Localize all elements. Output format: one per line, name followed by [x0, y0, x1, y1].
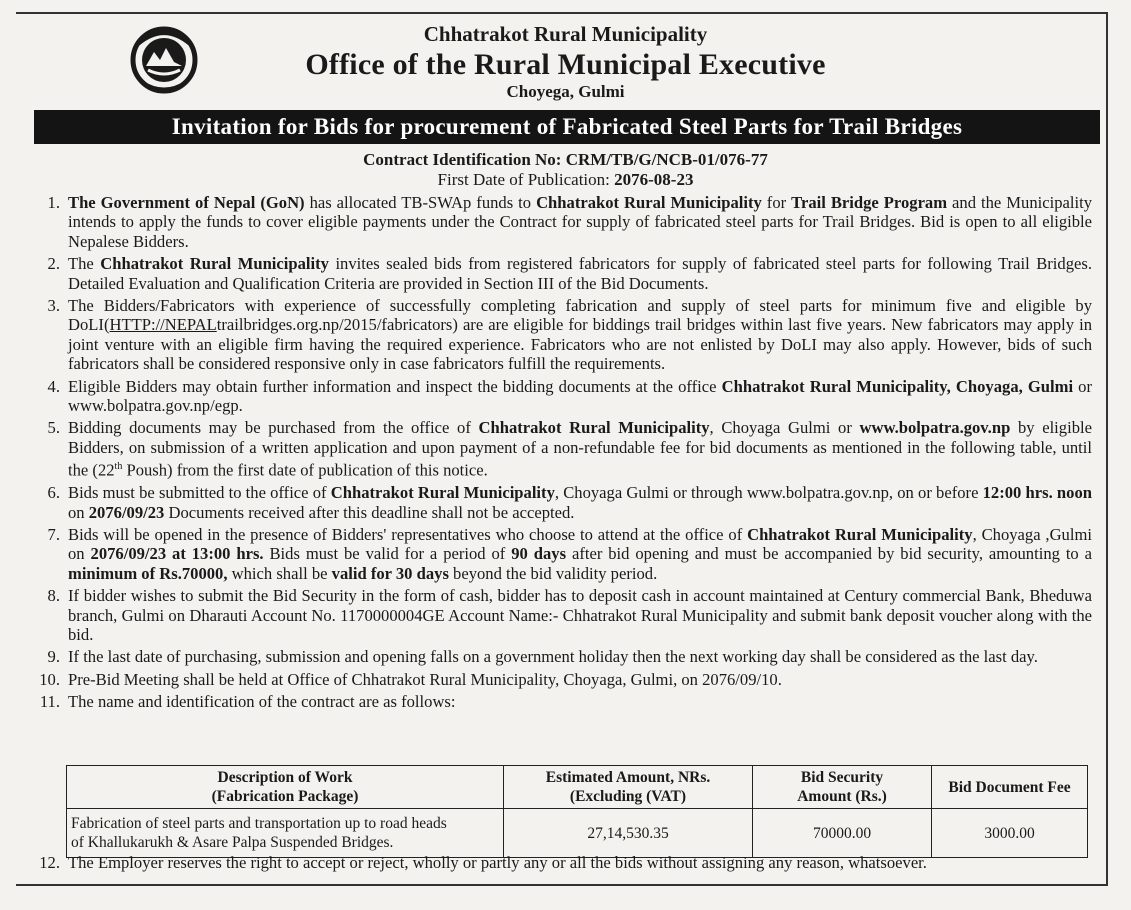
item-text-bold: Trail Bridge Program: [791, 193, 948, 212]
item-text-bold: 2076/09/23 at 13:00 hrs.: [90, 544, 264, 564]
item-text: beyond the bid validity period.: [448, 563, 658, 583]
item-text-bold: 2076/09/23: [88, 502, 165, 522]
item-number: 2.: [47, 254, 60, 274]
item-text: The: [68, 254, 101, 274]
contract-table: [66, 765, 1088, 858]
item-text-superscript: th: [114, 461, 123, 473]
item-text: Bids must be submitted to the office of: [68, 483, 331, 503]
item-text: and the Municipality intends to apply the funds to cover eligible payments under the Contract for supply of fabricated steel parts for Trail Bridges. Bid is open to all eligible Nepalese Bidders.: [68, 193, 1092, 251]
notice-item-5: [30, 418, 1092, 480]
item-text-bold: Chhatrakot Rural Municipality: [747, 525, 973, 545]
notice-item-6: [30, 483, 1092, 522]
table-header-row: [67, 766, 1088, 809]
item-text: on: [68, 502, 89, 522]
notice-item-10: [30, 670, 1092, 689]
item-number: 1.: [47, 193, 60, 212]
item-text: Bids must be valid for a period of: [263, 544, 512, 564]
item-text: which shall be: [227, 563, 332, 583]
item-text-bold: Chhatrakot Rural Municipality: [478, 418, 710, 438]
item-text: , Choyaga ,Gulmi on: [68, 525, 1092, 564]
notice-item-1: [30, 193, 1092, 251]
item-number: 10.: [39, 669, 60, 689]
item-text: Bidding documents may be purchased from the office of: [68, 418, 479, 438]
item-number: 7.: [47, 525, 60, 545]
contract-identification: Contract Identification No: CRM/TB/G/NCB-01/076-77: [363, 150, 768, 169]
table-header-bid-security: Bid Security Amount (Rs.): [753, 766, 932, 809]
item-text-bold: Chhatrakot Rural Municipality: [536, 193, 762, 212]
item-number: 8.: [47, 586, 60, 606]
item-text: Documents received after this deadline shall not be accepted.: [164, 502, 575, 522]
item-number: 6.: [47, 483, 60, 503]
item-number: 3.: [47, 296, 60, 316]
publication-label: First Date of Publication:: [437, 170, 615, 189]
notice-item-2: [30, 254, 1092, 293]
table-row: [67, 809, 1088, 858]
item-text-bold: 90 days: [511, 544, 567, 564]
notice-banner: Invitation for Bids for procurement of Fabricated Steel Parts for Trail Bridges: [34, 110, 1100, 144]
table-header-bid-document-fee: Bid Document Fee: [932, 766, 1088, 809]
item-url: HTTP://NEPAL: [109, 315, 217, 335]
publication-date-line: [0, 170, 1131, 190]
item-text-bold: Chhatrakot Rural Municipality: [100, 254, 329, 274]
item-text: has allocated TB-SWAp funds to: [304, 193, 537, 212]
notice-item-12: [30, 853, 1092, 872]
table-cell-bid-security: 70000.00: [753, 809, 932, 858]
table-header-estimated-amount: Estimated Amount, NRs. (Excluding (VAT): [504, 766, 753, 809]
item-text: Bids will be opened in the presence of Bidders' representatives who choose to attend at the office of: [68, 525, 748, 545]
item-text: invites sealed bids from registered fabricators for supply of fabricated steel parts for following Trail Bridges. Detailed Evaluation and Qualification Criteria are provided in Section III of the Bid Documents.: [68, 254, 1092, 293]
item-text: , Choyaga Gulmi or: [709, 418, 860, 438]
notice-item-7: [30, 525, 1092, 583]
item-text: The Bidders/Fabricators with experience of successfully completing fabrication and supply of steel parts for minimum five and eligible by DoLI(: [68, 296, 1092, 335]
item-text: Pre-Bid Meeting shall be held at Office of Chhatrakot Rural Municipality, Choyaga, Gulmi, on 2076/09/10.: [68, 669, 782, 689]
notice-item-3: [30, 296, 1092, 374]
item-text-bold: Chhatrakot Rural Municipality: [330, 483, 555, 503]
item-text: after bid opening and must be accompanied by bid security, amounting to a: [566, 544, 1093, 564]
item-text: If the last date of purchasing, submission and opening falls on a government holiday then the next working day shall be considered as the last day.: [68, 647, 1038, 667]
item-text: by eligible Bidders, on submission of a written application and upon payment of a non-refundable fee for bid documents as mentioned in the following table, until the (22: [68, 418, 1092, 480]
item-number: 9.: [47, 647, 60, 667]
item-number: 4.: [47, 376, 60, 396]
notice-items-list: [30, 193, 1092, 715]
item-text: The name and identification of the contract are as follows:: [68, 692, 456, 712]
item-text-bold: The Government of Nepal (GoN): [68, 193, 305, 212]
item-text-bold: 12:00 hrs. noon: [982, 483, 1092, 503]
notice-item-9: [30, 647, 1092, 666]
item-text: If bidder wishes to submit the Bid Security in the form of cash, bidder has to deposit cash in account maintained at Century commercial Bank, Bheduwa branch, Gulmi on Dharauti Account No. 1170000004GE Account Name:- Chhatrakot Rural Municipality and submit bank deposit voucher along with the bid.: [68, 586, 1092, 645]
municipality-name: Chhatrakot Rural Municipality: [423, 22, 708, 46]
table-cell-description: Fabrication of steel parts and transportation up to road heads of Khallukarukh & Asare Palpa Suspended Bridges.: [67, 809, 504, 858]
notice-item-11: [30, 692, 1092, 711]
item-text: Poush) from the first date of publication of this notice.: [122, 460, 488, 480]
item-number: 5.: [47, 418, 60, 438]
office-title: Office of the Rural Municipal Executive: [305, 48, 826, 81]
item-text: The Employer reserves the right to accept or reject, wholly or partly any or all the bids without assigning any reason, whatsoever.: [68, 853, 927, 872]
item-text-bold: www.bolpatra.gov.np: [859, 418, 1011, 438]
notice-item-4: [30, 377, 1092, 416]
office-location: Choyega, Gulmi: [506, 82, 625, 101]
table-cell-fee: 3000.00: [932, 809, 1088, 858]
item-text-bold: Chhatrakot Rural Municipality, Choyaga, Gulmi: [721, 376, 1074, 396]
item-text: for: [761, 193, 792, 212]
notice-item-8: [30, 586, 1092, 644]
item-text: , Choyaga Gulmi or through www.bolpatra.gov.np, on or before: [554, 483, 983, 503]
item-number: 12.: [39, 853, 60, 872]
item-text-bold: valid for 30 days: [331, 563, 449, 583]
publication-date: 2076-08-23: [614, 170, 694, 189]
table-cell-estimated-amount: 27,14,530.35: [504, 809, 753, 858]
item-text: Eligible Bidders may obtain further information and inspect the bidding documents at the office: [68, 376, 722, 396]
item-text: trailbridges.org.np/2015/fabricators) are are eligible for biddings trail bridges within last five years. New fabricators may apply in joint venture with an eligible firm having the required experience. Fabricators who are not enlisted by DoLI may also apply. However, bids of such fabricators shall be considered responsive only in case fabricators fulfill the requirements.: [68, 315, 1092, 374]
item-number: 11.: [39, 692, 60, 712]
table-header-description: Description of Work (Fabrication Package): [67, 766, 504, 809]
item-text-bold: minimum of Rs.70000,: [68, 563, 228, 583]
item-text: or www.bolpatra.gov.np/egp.: [68, 376, 1092, 416]
